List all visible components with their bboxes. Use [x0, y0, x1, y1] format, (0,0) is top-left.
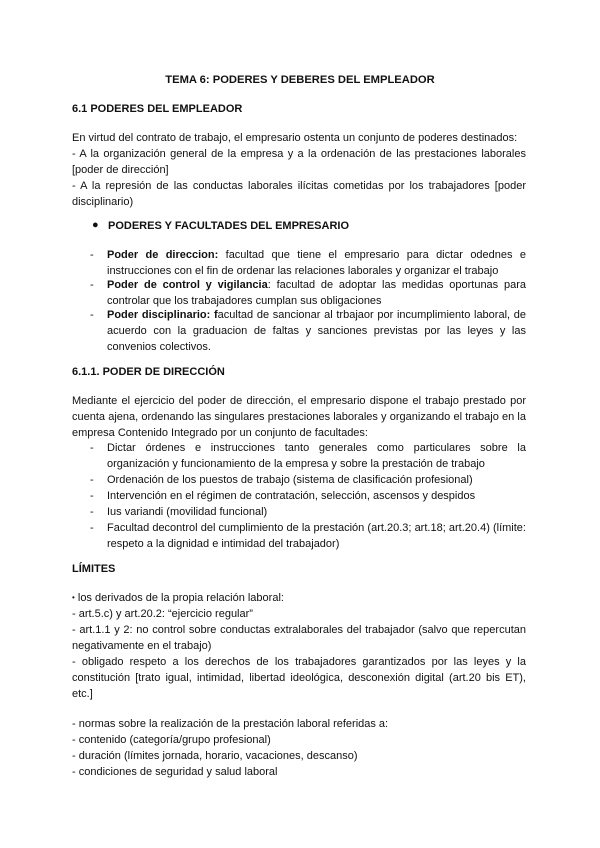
power-item	[107, 307, 526, 355]
limits-line: - art.5.c) y art.20.2: “ejercicio regular”	[72, 608, 253, 620]
dash-marker: -	[90, 279, 94, 291]
dash-marker: -	[90, 442, 94, 454]
limits-line: - contenido (categoría/grupo profesional)	[72, 734, 271, 746]
dash-marker: -	[90, 506, 94, 518]
section-6-1-1-intro: Mediante el ejercicio del poder de dirección, el empresario dispone el trabajo prestado por cuenta ajena, ordenando las singulares prestaciones laborales y organizando el trabajo en la empresa Contenido Integrado por un conjunto de facultades:	[72, 395, 526, 439]
faculty-item: Ordenación de los puestos de trabajo (sistema de clasificación profesional)	[107, 474, 473, 486]
dash-marker: -	[90, 522, 94, 534]
section-6-1-line-a: - A la organización general de la empresa y a la ordenación de las prestaciones laborales [poder de dirección]	[72, 148, 526, 176]
dash-marker: -	[90, 249, 94, 261]
dash-marker: -	[90, 490, 94, 502]
limits-first-bullet-text: los derivados de la propia relación laboral:	[77, 592, 284, 604]
limits-line: - condiciones de seguridad y salud laboral	[72, 766, 278, 778]
dash-marker: -	[90, 474, 94, 486]
power-item-text: facultad que tiene el empresario para dictar odednes e instrucciones con el fin de ordenar las relaciones laborales y organizar el trabajo	[107, 249, 526, 277]
powers-subheading: PODERES Y FACULTADES DEL EMPRESARIO	[108, 220, 350, 232]
limits-line: - art.1.1 y 2: no control sobre conductas extralaborales del trabajador (salvo que repercutan negativamente en el trabajo)	[72, 624, 526, 652]
section-6-1-intro: En virtud del contrato de trabajo, el empresario ostenta un conjunto de poderes destinados:	[72, 132, 518, 144]
document-title: TEMA 6: PODERES Y DEBERES DEL EMPLEADOR	[165, 74, 435, 86]
faculty-item: Intervención en el régimen de contratación, selección, ascensos y despidos	[107, 490, 476, 502]
limits-line: - obligado respeto a los derechos de los trabajadores garantizados por las leyes y la constitución [trato igual, intimidad, libertad ideológica, desconexión digital (art.20 bis ET), etc.]	[72, 656, 526, 700]
faculty-item: Ius variandi (movilidad funcional)	[107, 506, 268, 518]
power-item-term: Poder disciplinario: f	[107, 309, 218, 321]
faculty-item: Facultad decontrol del cumplimiento de la prestación (art.20.3; art.18; art.20.4) (límite: respeto a la dignidad e intimidad del trabajador)	[107, 522, 526, 550]
section-heading-6-1-1: 6.1.1. PODER DE DIRECCIÓN	[72, 366, 225, 378]
bullet-dot-icon: •	[72, 593, 75, 602]
faculty-item: Dictar órdenes e instrucciones tanto generales como particulares sobre la organización y funcionamiento de la empresa y sobre la prestación de trabajo	[107, 442, 526, 470]
power-item-term: Poder de direccion:	[107, 249, 219, 261]
power-item-text: acultad de sancionar al trbajaor por incumplimiento laboral, de acuerdo con la graduacion de faltas y sanciones previstas por las leyes y las convenios colectivos.	[107, 309, 526, 353]
section-6-1-line-b: - A la represión de las conductas laborales ilícitas cometidas por los trabajadores [poder disciplinario)	[72, 180, 526, 208]
power-item	[107, 277, 526, 309]
bullet-dot-icon: ●	[92, 219, 99, 231]
power-item-term: Poder de control y vigilancia	[107, 279, 268, 291]
limits-line: - normas sobre la realización de la prestación laboral referidas a:	[72, 718, 389, 730]
limits-heading: LÍMITES	[72, 563, 116, 575]
limits-line: - duración (límites jornada, horario, vacaciones, descanso)	[72, 750, 358, 762]
dash-marker: -	[90, 309, 94, 321]
limits-first-bullet	[72, 590, 526, 606]
section-heading-6-1: 6.1 PODERES DEL EMPLEADOR	[72, 103, 243, 115]
power-item-text: : facultad de adoptar las medidas oportunas para controlar que los trabajadores cumplan sus obligaciones	[107, 279, 526, 307]
power-item	[107, 247, 526, 279]
